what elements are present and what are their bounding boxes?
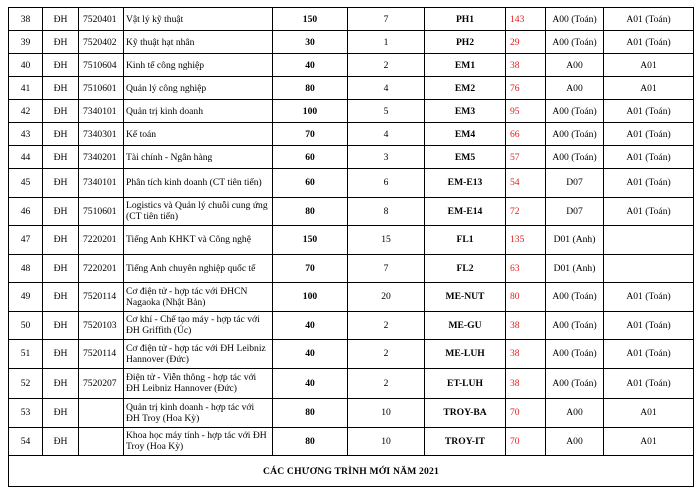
major-code-cell: 7220201: [79, 254, 124, 283]
row-number-cell: 41: [9, 77, 43, 100]
subject-combo-1-cell: D01 (Anh): [546, 254, 604, 283]
row-number-cell: 48: [9, 254, 43, 283]
score-cell: 66: [506, 123, 546, 146]
program-code-cell: ME-NUT: [425, 283, 506, 312]
level-cell: ĐH: [43, 8, 79, 31]
level-cell: ĐH: [43, 197, 79, 226]
table-row: [9, 77, 694, 100]
subject-combo-2-cell: A01: [604, 77, 694, 100]
table-row: [9, 146, 694, 169]
table-row: [9, 54, 694, 77]
quota-cell: 70: [273, 123, 348, 146]
score-cell: 63: [506, 254, 546, 283]
count-cell: 15: [348, 226, 425, 255]
table-row: [9, 254, 694, 283]
subject-combo-2-cell: A01 (Toán): [604, 283, 694, 312]
level-cell: ĐH: [43, 311, 79, 340]
subject-combo-2-cell: A01 (Toán): [604, 169, 694, 198]
program-code-cell: EM4: [425, 123, 506, 146]
program-code-cell: TROY-IT: [425, 427, 506, 456]
program-name-cell: Điện tử - Viễn thông - hợp tác với ĐH Leibniz Hannover (Đức): [124, 368, 273, 399]
program-code-cell: PH2: [425, 31, 506, 54]
section-title: CÁC CHƯƠNG TRÌNH MỚI NĂM 2021: [9, 456, 694, 487]
major-code-cell: 7520207: [79, 368, 124, 399]
score-cell: 80: [506, 283, 546, 312]
quota-cell: 150: [273, 226, 348, 255]
level-cell: ĐH: [43, 368, 79, 399]
row-number-cell: 43: [9, 123, 43, 146]
row-number-cell: 49: [9, 283, 43, 312]
table-row: [9, 283, 694, 312]
program-name-cell: Kỹ thuật hạt nhân: [124, 31, 273, 54]
subject-combo-1-cell: A00: [546, 427, 604, 456]
score-cell: 95: [506, 100, 546, 123]
program-code-cell: EM-E13: [425, 169, 506, 198]
count-cell: 7: [348, 254, 425, 283]
program-code-cell: FL1: [425, 226, 506, 255]
subject-combo-2-cell: [604, 226, 694, 255]
level-cell: ĐH: [43, 54, 79, 77]
quota-cell: 40: [273, 368, 348, 399]
level-cell: ĐH: [43, 146, 79, 169]
level-cell: ĐH: [43, 283, 79, 312]
subject-combo-2-cell: A01 (Toán): [604, 146, 694, 169]
subject-combo-1-cell: D07: [546, 169, 604, 198]
table-row: [9, 226, 694, 255]
major-code-cell: 7340301: [79, 123, 124, 146]
level-cell: ĐH: [43, 254, 79, 283]
subject-combo-1-cell: A00 (Toán): [546, 311, 604, 340]
table-row: [9, 100, 694, 123]
count-cell: 2: [348, 340, 425, 369]
count-cell: 4: [348, 77, 425, 100]
program-name-cell: Vật lý kỹ thuật: [124, 8, 273, 31]
admissions-table-sheet: [8, 7, 693, 487]
score-cell: 76: [506, 77, 546, 100]
row-number-cell: 40: [9, 54, 43, 77]
quota-cell: 70: [273, 254, 348, 283]
major-code-cell: 7520114: [79, 283, 124, 312]
major-code-cell: 7340201: [79, 146, 124, 169]
subject-combo-1-cell: A00 (Toán): [546, 31, 604, 54]
level-cell: ĐH: [43, 100, 79, 123]
table-row: [9, 123, 694, 146]
program-name-cell: Quản trị kinh doanh - hợp tác với ĐH Troy (Hoa Kỳ): [124, 399, 273, 428]
program-code-cell: EM1: [425, 54, 506, 77]
quota-cell: 100: [273, 100, 348, 123]
program-code-cell: PH1: [425, 8, 506, 31]
program-name-cell: Tài chính - Ngân hàng: [124, 146, 273, 169]
table-row: [9, 31, 694, 54]
table-row: [9, 8, 694, 31]
major-code-cell: 7220201: [79, 226, 124, 255]
score-cell: 72: [506, 197, 546, 226]
major-code-cell: 7520402: [79, 31, 124, 54]
count-cell: 2: [348, 311, 425, 340]
subject-combo-1-cell: A00: [546, 399, 604, 428]
subject-combo-2-cell: A01 (Toán): [604, 8, 694, 31]
count-cell: 20: [348, 283, 425, 312]
subject-combo-2-cell: A01: [604, 399, 694, 428]
program-name-cell: Cơ khí - Chế tạo máy - hợp tác với ĐH Griffith (Úc): [124, 311, 273, 340]
subject-combo-2-cell: A01 (Toán): [604, 197, 694, 226]
major-code-cell: 7520114: [79, 340, 124, 369]
subject-combo-1-cell: D07: [546, 197, 604, 226]
count-cell: 10: [348, 427, 425, 456]
program-name-cell: Tiếng Anh KHKT và Công nghệ: [124, 226, 273, 255]
count-cell: 4: [348, 123, 425, 146]
footer-row: [9, 456, 694, 487]
level-cell: ĐH: [43, 427, 79, 456]
subject-combo-1-cell: A00 (Toán): [546, 340, 604, 369]
score-cell: 135: [506, 226, 546, 255]
subject-combo-1-cell: A00 (Toán): [546, 100, 604, 123]
count-cell: 2: [348, 54, 425, 77]
quota-cell: 30: [273, 31, 348, 54]
row-number-cell: 45: [9, 169, 43, 198]
level-cell: ĐH: [43, 123, 79, 146]
score-cell: 57: [506, 146, 546, 169]
major-code-cell: 7340101: [79, 169, 124, 198]
score-cell: 70: [506, 427, 546, 456]
program-code-cell: ME-LUH: [425, 340, 506, 369]
row-number-cell: 42: [9, 100, 43, 123]
program-code-cell: FL2: [425, 254, 506, 283]
row-number-cell: 51: [9, 340, 43, 369]
subject-combo-1-cell: D01 (Anh): [546, 226, 604, 255]
quota-cell: 40: [273, 54, 348, 77]
program-name-cell: Khoa học máy tính - hợp tác với ĐH Troy (Hoa Kỳ): [124, 427, 273, 456]
level-cell: ĐH: [43, 226, 79, 255]
program-code-cell: TROY-BA: [425, 399, 506, 428]
major-code-cell: [79, 427, 124, 456]
major-code-cell: 7510601: [79, 197, 124, 226]
quota-cell: 150: [273, 8, 348, 31]
score-cell: 38: [506, 311, 546, 340]
score-cell: 70: [506, 399, 546, 428]
quota-cell: 40: [273, 340, 348, 369]
program-code-cell: ME-GU: [425, 311, 506, 340]
subject-combo-2-cell: A01 (Toán): [604, 123, 694, 146]
subject-combo-1-cell: A00 (Toán): [546, 283, 604, 312]
subject-combo-2-cell: A01 (Toán): [604, 311, 694, 340]
subject-combo-1-cell: A00: [546, 77, 604, 100]
subject-combo-1-cell: A00: [546, 54, 604, 77]
table-row: [9, 197, 694, 226]
table-body: [9, 8, 694, 456]
quota-cell: 40: [273, 311, 348, 340]
program-name-cell: Quản trị kinh doanh: [124, 100, 273, 123]
row-number-cell: 47: [9, 226, 43, 255]
score-cell: 54: [506, 169, 546, 198]
quota-cell: 80: [273, 427, 348, 456]
subject-combo-2-cell: [604, 254, 694, 283]
level-cell: ĐH: [43, 169, 79, 198]
program-name-cell: Quản lý công nghiệp: [124, 77, 273, 100]
level-cell: ĐH: [43, 77, 79, 100]
row-number-cell: 44: [9, 146, 43, 169]
table-row: [9, 311, 694, 340]
major-code-cell: 7520401: [79, 8, 124, 31]
program-name-cell: Cơ điện tử - hợp tác với ĐHCN Nagaoka (Nhật Bản): [124, 283, 273, 312]
program-name-cell: Kinh tế công nghiệp: [124, 54, 273, 77]
major-code-cell: 7510601: [79, 77, 124, 100]
major-code-cell: [79, 399, 124, 428]
row-number-cell: 46: [9, 197, 43, 226]
program-code-cell: ET-LUH: [425, 368, 506, 399]
program-name-cell: Phân tích kinh doanh (CT tiên tiến): [124, 169, 273, 198]
count-cell: 6: [348, 169, 425, 198]
score-cell: 38: [506, 368, 546, 399]
level-cell: ĐH: [43, 399, 79, 428]
program-name-cell: Kế toán: [124, 123, 273, 146]
major-code-cell: 7520103: [79, 311, 124, 340]
score-cell: 143: [506, 8, 546, 31]
count-cell: 1: [348, 31, 425, 54]
level-cell: ĐH: [43, 340, 79, 369]
admissions-table: [8, 7, 694, 487]
program-code-cell: EM-E14: [425, 197, 506, 226]
subject-combo-2-cell: A01 (Toán): [604, 368, 694, 399]
row-number-cell: 54: [9, 427, 43, 456]
level-cell: ĐH: [43, 31, 79, 54]
program-name-cell: Cơ điện tử - hợp tác với ĐH Leibniz Hannover (Đức): [124, 340, 273, 369]
score-cell: 38: [506, 54, 546, 77]
subject-combo-2-cell: A01 (Toán): [604, 100, 694, 123]
row-number-cell: 52: [9, 368, 43, 399]
program-code-cell: EM3: [425, 100, 506, 123]
subject-combo-1-cell: A00 (Toán): [546, 123, 604, 146]
major-code-cell: 7510604: [79, 54, 124, 77]
subject-combo-2-cell: A01: [604, 54, 694, 77]
count-cell: 3: [348, 146, 425, 169]
score-cell: 29: [506, 31, 546, 54]
table-row: [9, 399, 694, 428]
quota-cell: 100: [273, 283, 348, 312]
subject-combo-2-cell: A01: [604, 427, 694, 456]
program-code-cell: EM5: [425, 146, 506, 169]
table-row: [9, 340, 694, 369]
major-code-cell: 7340101: [79, 100, 124, 123]
program-name-cell: Tiếng Anh chuyên nghiệp quốc tế: [124, 254, 273, 283]
subject-combo-1-cell: A00 (Toán): [546, 8, 604, 31]
table-row: [9, 169, 694, 198]
count-cell: 5: [348, 100, 425, 123]
quota-cell: 80: [273, 399, 348, 428]
table-row: [9, 368, 694, 399]
table-row: [9, 427, 694, 456]
score-cell: 38: [506, 340, 546, 369]
program-name-cell: Logistics và Quản lý chuỗi cung ứng (CT tiên tiến): [124, 197, 273, 226]
subject-combo-1-cell: A00 (Toán): [546, 146, 604, 169]
count-cell: 8: [348, 197, 425, 226]
subject-combo-2-cell: A01 (Toán): [604, 31, 694, 54]
quota-cell: 60: [273, 146, 348, 169]
subject-combo-1-cell: A00 (Toán): [546, 368, 604, 399]
program-code-cell: EM2: [425, 77, 506, 100]
row-number-cell: 53: [9, 399, 43, 428]
row-number-cell: 50: [9, 311, 43, 340]
quota-cell: 80: [273, 197, 348, 226]
row-number-cell: 39: [9, 31, 43, 54]
row-number-cell: 38: [9, 8, 43, 31]
count-cell: 7: [348, 8, 425, 31]
subject-combo-2-cell: A01 (Toán): [604, 340, 694, 369]
count-cell: 2: [348, 368, 425, 399]
count-cell: 10: [348, 399, 425, 428]
quota-cell: 60: [273, 169, 348, 198]
quota-cell: 80: [273, 77, 348, 100]
